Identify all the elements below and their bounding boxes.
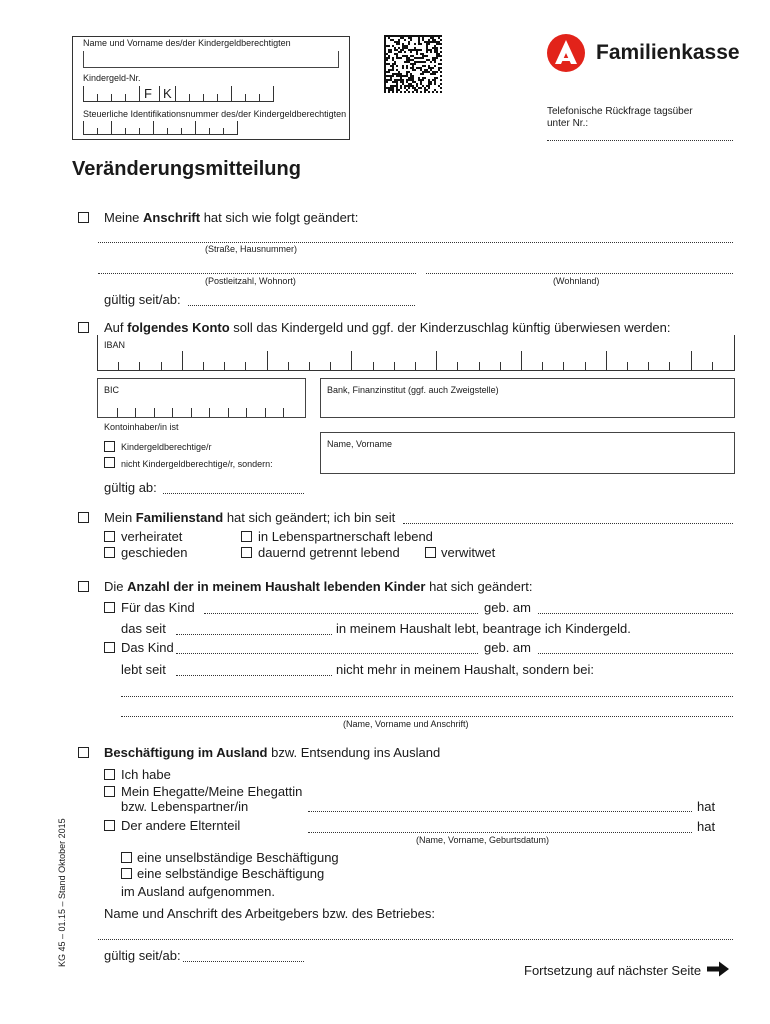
dependent-employment-checkbox[interactable] [121,852,132,863]
child-left-name-field[interactable] [176,653,478,654]
child-added-name-field[interactable] [204,613,478,614]
employment-abroad-checkbox[interactable] [78,747,89,758]
iban-label: IBAN [104,340,126,350]
opt-i-have: Ich habe [121,767,171,782]
holder-opt1: Kindergeldberechtige/r [121,442,212,452]
kindergeld-field[interactable] [83,86,283,102]
holder-name-field[interactable] [320,432,735,474]
employer-field[interactable] [98,939,733,940]
holder-name-label: Name, Vorname [327,439,393,449]
account-heading: Auf folgendes Konto soll das Kindergeld und ggf. der Kinderzuschlag künftig überwiesen werden: [104,320,671,335]
child-left-born-field[interactable] [538,653,733,654]
continue-text: Fortsetzung auf nächster Seite [524,963,702,978]
spouse-checkbox[interactable] [104,786,115,797]
employment-valid-label: gültig seit/ab: [104,948,181,963]
employer-label: Name und Anschrift des Arbeitgebers bzw. des Betriebes: [104,906,435,921]
zip-city-field[interactable] [98,273,416,274]
child-added-checkbox[interactable] [104,602,115,613]
employment-valid-field[interactable] [183,961,304,962]
separated-checkbox[interactable] [241,547,252,558]
form-version-text: KG 45 – 01.15 – Stand Oktober 2015 [57,818,67,967]
name-label: Name und Vorname des/der Kindergeldberechtigten [83,38,291,48]
phone-field[interactable] [547,140,733,141]
kg-k: K [163,86,172,101]
opt-spouse-2: bzw. Lebenspartner/in [121,799,249,814]
opt-partnership: in Lebenspartnerschaft lebend [258,529,433,544]
holder-label: Kontoinhaber/in ist [104,422,179,432]
family-status-since-field[interactable] [403,523,733,524]
brand-name: Familienkasse [596,41,740,64]
employment-heading: Beschäftigung im Ausland bzw. Entsendung ins Ausland [104,745,441,760]
widowed-checkbox[interactable] [425,547,436,558]
child-added-since-field[interactable] [176,634,332,635]
country-caption: (Wohnland) [553,276,600,286]
partnership-checkbox[interactable] [241,531,252,542]
for-child-label: Für das Kind [121,600,195,615]
bank-field[interactable] [320,378,735,418]
phone-label-2: unter Nr.: [547,118,589,129]
opt-self: eine selbständige Beschäftigung [137,866,325,881]
address-change-checkbox[interactable] [78,212,89,223]
taxid-field[interactable] [83,121,268,135]
hat-1: hat [697,799,716,814]
opt-divorced: geschieden [121,545,188,560]
child-left-with-field-2[interactable] [121,716,733,717]
address-valid-label: gültig seit/ab: [104,292,181,307]
i-have-checkbox[interactable] [104,769,115,780]
other-parent-name-field[interactable] [308,832,692,833]
taken-up-text: im Ausland aufgenommen. [121,884,275,899]
bic-label: BIC [104,385,120,395]
self-employment-checkbox[interactable] [121,868,132,879]
person-caption: (Name, Vorname, Geburtsdatum) [416,835,550,845]
arrow-right-icon [706,960,730,978]
hat-2: hat [697,819,716,834]
street-caption: (Straße, Hausnummer) [205,244,298,254]
child-added-born-label: geb. am [484,600,531,615]
holder-opt2: nicht Kindergeldberechtige/r, sondern: [121,459,273,469]
bic-field[interactable] [97,378,306,418]
child-left-checkbox[interactable] [104,642,115,653]
zip-caption: (Postleitzahl, Wohnort) [205,276,296,286]
account-valid-label: gültig ab: [104,480,157,495]
child-left-born-label: geb. am [484,640,531,655]
iban-field[interactable] [97,335,735,371]
children-heading: Die Anzahl der in meinem Haushalt lebenden Kinder hat sich geändert: [104,579,533,594]
name-field[interactable] [83,51,339,68]
family-status-heading: Mein Familienstand hat sich geändert; ich bin seit [104,510,396,525]
kindergeld-label: Kindergeld-Nr. [83,73,141,83]
account-change-checkbox[interactable] [78,322,89,333]
other-parent-checkbox[interactable] [104,820,115,831]
holder-other-checkbox[interactable] [104,457,115,468]
address-heading: Meine Anschrift hat sich wie folgt geändert: [104,210,359,225]
header-box [72,36,350,140]
opt-married: verheiratet [121,529,183,544]
opt-dependent: eine unselbständige Beschäftigung [137,850,339,865]
taxid-label: Steuerliche Identifikationsnummer des/der Kindergeldberechtigten [83,109,347,119]
married-checkbox[interactable] [104,531,115,542]
opt-other-parent: Der andere Elternteil [121,818,241,833]
datamatrix-code [384,35,442,93]
page-title: Veränderungsmitteilung [72,158,301,180]
kg-f: F [144,86,152,101]
lives-since-label: lebt seit [121,662,166,677]
lives-text: in meinem Haushalt lebt, beantrage ich Kindergeld. [336,621,631,636]
not-lives-text: nicht mehr in meinem Haushalt, sondern bei: [336,662,594,677]
bank-label: Bank, Finanzinstitut (ggf. auch Zweigstelle) [327,385,499,395]
agency-logo-icon [546,33,586,73]
country-field[interactable] [426,273,733,274]
opt-separated: dauernd getrennt lebend [258,545,400,560]
the-child-label: Das Kind [121,640,174,655]
family-status-checkbox[interactable] [78,512,89,523]
since-label: das seit [121,621,166,636]
account-valid-field[interactable] [163,493,304,494]
phone-label-1: Telefonische Rückfrage tagsüber [547,106,693,117]
children-change-checkbox[interactable] [78,581,89,592]
spouse-name-field[interactable] [308,811,692,812]
address-valid-field[interactable] [188,305,415,306]
opt-spouse-1: Mein Ehegatte/Meine Ehegattin [121,784,303,799]
opt-widowed: verwitwet [441,545,496,560]
name-address-caption: (Name, Vorname und Anschrift) [343,719,469,729]
child-left-since-field[interactable] [176,675,332,676]
holder-beneficiary-checkbox[interactable] [104,441,115,452]
street-field[interactable] [98,242,733,243]
child-left-with-field-1[interactable] [121,696,733,697]
divorced-checkbox[interactable] [104,547,115,558]
child-added-born-field[interactable] [538,613,733,614]
